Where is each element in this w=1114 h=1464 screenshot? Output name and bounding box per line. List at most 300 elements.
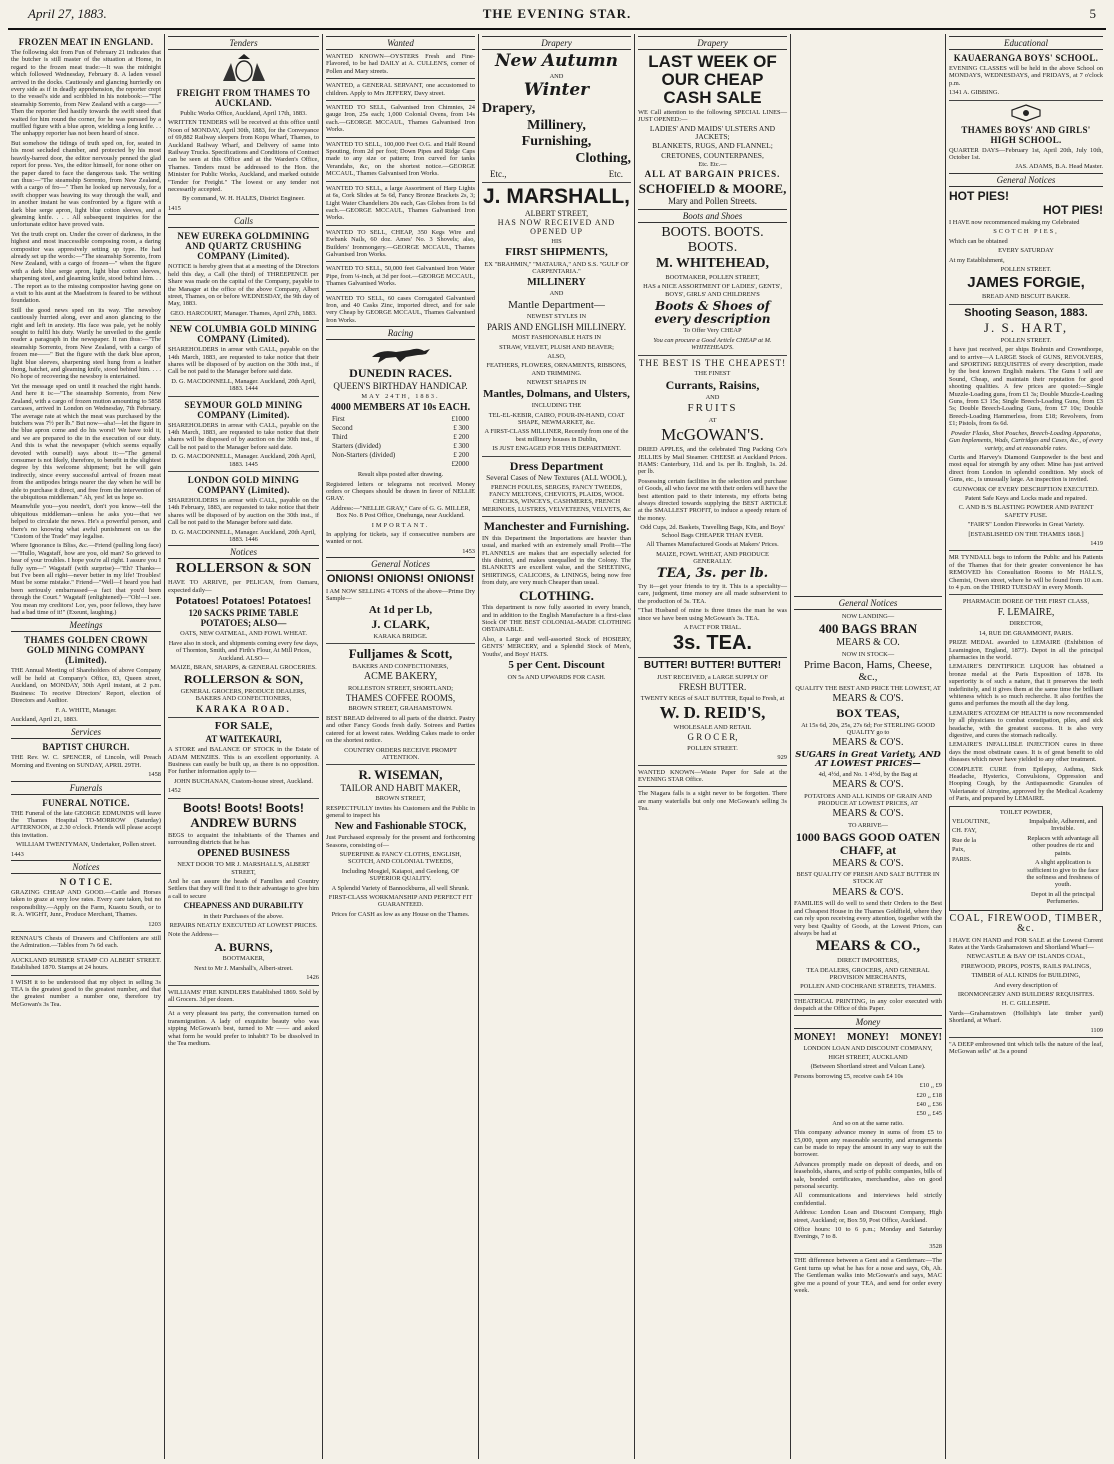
ad-body: NEXT DOOR TO MR J. MARSHALL'S, ALBERT STREET, bbox=[177, 861, 310, 876]
prize-row: First £1000 bbox=[332, 415, 469, 424]
race-important: IMPORTANT. bbox=[371, 521, 430, 529]
column-4 bbox=[479, 34, 634, 1459]
advertiser-name: ROLLERSON & SON bbox=[175, 561, 312, 577]
section-header-drapery: Drapery bbox=[482, 36, 631, 50]
advertiser-name: MEARS & CO'S. bbox=[832, 857, 904, 869]
divider bbox=[638, 657, 787, 658]
ad-body: DIRECTOR, bbox=[1009, 620, 1043, 628]
ad-feature: Boots & Shoes of every description bbox=[654, 299, 771, 326]
ad-body: Just Purchased expressly for the present and forthcoming Seasons, consisting of— bbox=[326, 834, 475, 849]
section-header-boots-and-shoes: Boots and Shoes bbox=[638, 209, 787, 223]
ad-body: LADIES' AND MAIDS' ULSTERS AND JACKETS; bbox=[649, 124, 776, 141]
sale-headline: FOR SALE, bbox=[214, 720, 273, 733]
funeral-signature: WILLIAM TWENTYMAN, Undertaker, Pollen street. bbox=[15, 841, 156, 849]
ad-number: 929 bbox=[777, 754, 787, 762]
ad-headline: Shooting Season, 1883. bbox=[964, 306, 1088, 319]
race-body: In applying for tickets, say if consecutive numbers are wanted or not. bbox=[326, 530, 475, 546]
section-header-funerals: Funerals bbox=[11, 781, 161, 795]
service-headline: BAPTIST CHURCH. bbox=[42, 742, 130, 753]
ad-body: All communications and interviews held strictly confidential. bbox=[794, 1192, 942, 1207]
call-signature: D. G. MACDONNELL, Manager. Auckland, 20th April, 1883. 1446 bbox=[171, 528, 316, 544]
ad-body: GENERAL GROCERS, PRODUCE DEALERS, BAKERS AND CONFECTIONERS, bbox=[180, 687, 307, 703]
ad-number: 1419 bbox=[1090, 539, 1103, 547]
ad-body: And he can assure the heads of Families and Country Settlers that they will find it to their advantage to give him a call to secure bbox=[168, 878, 319, 900]
ad-feature: 400 BAGS BRAN bbox=[818, 621, 918, 637]
ad-headline: TOILET POWDER, bbox=[999, 808, 1053, 816]
ad-body: ON 5s AND UPWARDS FOR CASH. bbox=[507, 673, 606, 681]
ad-feature: TAILOR AND HABIT MAKER, bbox=[340, 782, 461, 793]
ad-body: LEMAIRE'S INFALLIBLE INJECTION cures in three days the most obstinate cases. It is of great benefit to old diseases which never have yielded to any other treatment. bbox=[949, 741, 1103, 764]
call-headline: LONDON GOLD MINING COMPANY (Limited). bbox=[187, 475, 300, 495]
ad-body: BLANKETS, RUGS, AND FLANNEL; bbox=[652, 141, 773, 151]
ad-body: "That Husband of mine is three times the man he was since we have been using McGowan's 3s. TEA. bbox=[638, 607, 787, 622]
ad-body: LEMAIRE'S DENTIFRICE LIQUOR has obtained a bronze medal at the Paris Exposition of 1878. Its superiority is of such a nature, that it preserves the teeth indefinitely, and it gives them at the same time the brilliant whiteness which is so much recherche. It also fortifies the gums and perfumes the mouth all the day long. bbox=[949, 663, 1103, 708]
call-body: SHAREHOLDERS in arrear with CALL, payable on the 14th March, 1883, are requested to take notice that their shares will be disposed of by auction on the 30th inst., if Call be not paid to the Manager before said date. bbox=[168, 421, 319, 451]
ad-feature: NEWCASTLE & BAY OF ISLANDS COAL, bbox=[966, 953, 1086, 961]
section-header-calls: Calls bbox=[168, 214, 319, 228]
divider bbox=[949, 100, 1103, 101]
ad-feature: Millinery, bbox=[527, 117, 586, 133]
ad-body: This company advance money in sums of from £5 to £5,000, upon any reasonable security, and arrangements can be made to repay the amount in any way to suit the borrower. bbox=[794, 1129, 942, 1159]
race-body: Registered letters or telegrams not received. Money orders or Cheques should be drawn in favor of NELLIE GRAY. bbox=[326, 480, 475, 503]
section-header-educational: Educational bbox=[949, 36, 1103, 50]
advertiser-name: R. WISEMAN, bbox=[358, 767, 443, 783]
ad-body: Rue de la bbox=[952, 836, 977, 844]
ad-feature: TIMBER of ALL KINDS for BUILDING, bbox=[971, 972, 1081, 980]
ad-body: NOW LANDING— bbox=[841, 613, 895, 620]
ad-body: TEA DEALERS, GROCERS, AND GENERAL PROVISION MERCHANTS, bbox=[806, 966, 930, 981]
ad-feature: 1000 BAGS GOOD OATEN CHAFF, at bbox=[795, 830, 941, 857]
ad-body: INCLUDING THE bbox=[531, 402, 582, 410]
advertiser-name: JAMES FORGIE, bbox=[967, 274, 1085, 292]
ad-feature: FRUITS bbox=[687, 402, 738, 415]
section-header-general-notices: General Notices bbox=[794, 596, 942, 610]
column-1 bbox=[8, 34, 164, 1459]
ad-body: At 15s 6d, 20s, 25s, 27s 6d; For STERLING GOOD QUALITY go to bbox=[801, 721, 935, 736]
column-2 bbox=[165, 34, 322, 1459]
ad-body: NEWEST STYLES IN bbox=[526, 313, 587, 321]
money-label: MONEY! bbox=[900, 1031, 942, 1043]
ad-body: A FIRST-CLASS MILLINER, Recently from one of the best millinery houses in Dublin, bbox=[484, 428, 629, 443]
ad-body: TO ARRIVE— bbox=[848, 821, 888, 829]
ad-address: POLLEN AND COCHRANE STREETS, THAMES. bbox=[800, 983, 936, 991]
funeral-headline: FUNERAL NOTICE. bbox=[42, 797, 130, 808]
divider bbox=[326, 291, 475, 292]
ad-body: BEGS to acquaint the inhabitants of the Thames and surrounding districts that he has bbox=[168, 831, 319, 847]
advertiser-name: MEARS & CO'S. bbox=[832, 779, 904, 791]
ad-feature: IRONMONGERY AND BUILDERS' REQUISITES. bbox=[957, 990, 1095, 998]
ad-body: NOW IN STOCK— bbox=[841, 650, 895, 658]
divider bbox=[638, 765, 787, 766]
ad-feature: TEA, 3s. per lb. bbox=[656, 566, 769, 582]
wanted-ad: WANTED TO SELL, 100,000 Feet O.G. and Half Round Spouting, from 2d per foot; Down Pipes and Ridge Caps made to any size or pattern; Iron curved for tanks Verandahs, &c, on the shortest notice.—GEORGE MCCAUL, Thames Galvanised Iron Works. bbox=[326, 140, 475, 178]
ad-number: 1109 bbox=[1090, 1026, 1103, 1034]
ad-address: KARAKA BRIDGE. bbox=[373, 632, 428, 640]
ad-body: FEATHERS, FLOWERS, ORNAMENTS, RIBBONS, AND TRIMMING. bbox=[486, 362, 627, 377]
money-row bbox=[794, 1032, 942, 1043]
ad-body: NEWEST SHAPES IN bbox=[526, 379, 587, 387]
ad-body: Note the Address— bbox=[168, 931, 219, 939]
divider bbox=[326, 261, 475, 262]
veloutine-left bbox=[952, 818, 1023, 907]
divider bbox=[11, 953, 161, 954]
divider bbox=[482, 516, 631, 517]
advertiser-name: Fulljames & Scott, bbox=[348, 646, 453, 662]
advertiser-name: MEARS & CO., bbox=[815, 938, 921, 955]
notice-headline: N O T I C E. bbox=[59, 876, 113, 887]
ad-headline: HOT PIES! bbox=[1042, 203, 1103, 218]
racehorse-icon bbox=[366, 343, 436, 365]
ad-body: BROWN STREET, GRAHAMSTOWN. bbox=[348, 705, 453, 713]
ad-number: 1426 bbox=[306, 974, 319, 982]
ad-body: HIS bbox=[551, 238, 562, 246]
prize-total: £2000 bbox=[451, 460, 469, 469]
race-title: DUNEDIN RACES. bbox=[349, 366, 452, 381]
ad-body: Depot in all the principal Perfumeries. bbox=[1031, 890, 1095, 906]
ad-body: IN this Department the Importations are heavier than usual, and marked with an extremely small Profit—The FLANNELS are makes that are especially selected for this district, and makes unequalled in the Colony. The BLANKETS are excellent value, and the SHEETING, SHIRTINGS, CALICOES, & LININGS, being now free from duty, are very much Cheaper than usual. bbox=[482, 534, 631, 587]
divider bbox=[326, 137, 475, 138]
divider bbox=[168, 1006, 319, 1007]
ad-body: PRIZE MEDAL awarded to LEMAIRE (Exhibition of Leamington, England, 1877). Depot in all the principal pharmacies in the world. bbox=[949, 639, 1103, 661]
call-signature: D. G. MACDONNELL, Manager. Auckland, 20th April, 1883. 1444 bbox=[171, 377, 316, 393]
ad-body: [ESTABLISHED ON THE THAMES 1868.] bbox=[968, 530, 1084, 538]
ad-body: OATS, NEW OATMEAL, AND FOWL WHEAT. bbox=[180, 630, 307, 638]
ad-body: Patent Safe Keys and Locks made and repaired. bbox=[964, 494, 1088, 502]
ad-body: Address: London Loan and Discount Company, High street, Auckland; or, Box 59, Post Office, Auckland. bbox=[794, 1209, 942, 1224]
race-subtitle: QUEEN'S BIRTHDAY HANDICAP. bbox=[333, 380, 468, 391]
royal-arms-icon bbox=[219, 53, 269, 85]
ad-body: BOOTMAKER, POLLEN STREET, bbox=[665, 273, 760, 281]
divider bbox=[326, 100, 475, 101]
ad-body: HAS NOW RECEIVED AND OPENED UP bbox=[497, 218, 616, 236]
ad-body: I HAVE ON HAND and FOR SALE at the Lowest Current Rates at the Yards Grahamstown and Shortland Wharf— bbox=[949, 936, 1103, 951]
ad-body: Etc. Etc.— bbox=[698, 160, 727, 168]
school-signature: JAS. ADAMS, B.A. Head Master. bbox=[1015, 163, 1103, 171]
ad-body: WILLIAMS' FIRE KINDLERS Established 1869. Sold by all Grocers. 3d per dozen. bbox=[168, 988, 319, 1004]
ad-feature: Prime Bacon, Hams, Cheese, &c., bbox=[803, 658, 933, 683]
ad-feature: G R O C E R, bbox=[687, 732, 738, 743]
wanted-ad: WANTED, a GENERAL SERVANT, one accustomed to children. Apply to Mrs JEFFERY, Davy street. bbox=[326, 82, 475, 97]
ad-body: I AM NOW SELLING 4 TONS of the above—Prime Dry Sample— bbox=[326, 587, 475, 603]
ad-body: EX "BRAHMIN," "MATAURA," AND S.S. "GULF OF CARPENTARIA." bbox=[484, 261, 629, 276]
advertiser-name: MEARS & CO'S. bbox=[832, 886, 904, 898]
money-label: MONEY! bbox=[794, 1031, 836, 1043]
ad-body: QUALITY THE BEST AND PRICE THE LOWEST, AT bbox=[795, 685, 941, 693]
ad-body: You can procure a Good Article CHEAP at M. WHITEHEAD'S. bbox=[653, 336, 772, 352]
meeting-headline: THAMES GOLDEN CROWN GOLD MINING COMPANY (Limited). bbox=[24, 635, 148, 666]
call-headline: NEW EUREKA GOLDMINING AND QUARTZ CRUSHING COMPANY (Limited). bbox=[177, 231, 310, 262]
tender-signature: By command, W. H. HALES, District Engineer. bbox=[182, 195, 305, 203]
ad-feature: Dress Department bbox=[509, 458, 604, 473]
advertiser-name: M. WHITEHEAD, bbox=[656, 256, 769, 272]
ad-address: ALBERT STREET, bbox=[524, 208, 589, 218]
ad-headline: BUTTER! BUTTER! BUTTER! bbox=[643, 660, 782, 672]
ad-body: Powder Flasks, Shot Pouches, Breech-Loading Apparatus, Gun Implements, Wads, Cartridges and Cases, &c., of every variety, and at reasonable rates. bbox=[949, 429, 1104, 452]
race-members: 4000 MEMBERS AT 10s EACH. bbox=[330, 401, 471, 413]
ad-body: COUNTRY ORDERS RECEIVE PROMPT ATTENTION. bbox=[344, 746, 457, 761]
divider bbox=[326, 643, 475, 644]
funeral-body: THE Funeral of the late GEORGE EDMUNDS will leave the Thames Hospital TO-MORROW (Saturday) AFTERNOON, at 2.30 o'clock. Friends will please accept this invitation. bbox=[11, 809, 161, 839]
ad-feature: 120 SACKS PRIME TABLE POTATOES; ALSO— bbox=[188, 608, 299, 628]
ad-feature: ALL AT BARGAIN PRICES. bbox=[644, 169, 781, 180]
ad-feature: Potatoes! Potatoes! Potatoes! bbox=[175, 594, 312, 607]
ad-address: POLLEN STREET. bbox=[1000, 266, 1052, 274]
ad-headline: LAST WEEK OF OUR CHEAP CASH SALE bbox=[648, 52, 777, 107]
ad-body: JUST RECEIVED, a LARGE SUPPLY OF bbox=[657, 673, 768, 681]
ad-feature: Mantle Department— bbox=[508, 298, 605, 311]
prize-row: Starters (divided) £ 300 bbox=[332, 442, 469, 451]
ad-body: LEMAIRE'S ATOZEM OF HEALTH is now recommended by all physicians to combat constipation, piles, and sick headache, with the greatest success. It is also very digestive, and cures the stomach radically. bbox=[949, 709, 1103, 739]
ad-body: CRETONES, COUNTERPANES, bbox=[661, 150, 764, 160]
advertiser-name: H. C. GILLESPIE. bbox=[1001, 1000, 1051, 1008]
rate-line: £20 ,, £18 bbox=[916, 1091, 942, 1099]
ad-body: Yards—Grahamstown (Hollship's late timber yard) Shortland, at Wharf. bbox=[949, 1009, 1103, 1025]
ad-body: PARIS. bbox=[952, 855, 972, 863]
ad-number: 1443 bbox=[11, 850, 24, 858]
advertiser-name: F. LEMAIRE, bbox=[997, 606, 1055, 618]
ad-body: LONDON LOAN AND DISCOUNT COMPANY, bbox=[803, 1044, 933, 1052]
ad-body: THE difference between a Gent and a Gentleman:—The Gent turns up what he has for a nose and says, Oh, Ah. The Gentleman walks into McGowan's and says, MAC give me a pound of your TEA, and send for order every week. bbox=[794, 1257, 942, 1294]
ad-body: "FAIR'S" London Fireworks in Great Variety. bbox=[967, 521, 1085, 529]
call-headline: NEW COLUMBIA GOLD MINING COMPANY (Limited). bbox=[169, 324, 318, 345]
ad-number: 3528 bbox=[929, 1242, 942, 1250]
ad-address: (Between Shortland street and Vulcan Lane). bbox=[810, 1063, 926, 1071]
ad-body: And every description of bbox=[994, 981, 1058, 989]
veloutine-box bbox=[949, 806, 1103, 911]
wanted-ad: WANTED TO SELL, 50,000 feet Galvanised Iron Water Pipe, from ¼-inch, at 3d per foot.—GEORGE MCCAUL, Thames Galvanised Works. bbox=[326, 265, 475, 288]
ad-body: CH. FAY, bbox=[952, 827, 977, 835]
school-signature: 1341 A. GIBBING. bbox=[949, 89, 1000, 97]
ad-body: DIRECT IMPORTERS, bbox=[837, 957, 899, 965]
ad-feature: FIREWOOD, PROPS, POSTS, RAILS PALINGS, bbox=[960, 962, 1092, 970]
article-paragraph: Yet the truth crept on. Under the cover of darkness, in the highest and most inaccessible composing room, a daring compositor was appresively setting up type. He had already set up the words:—"The steamship Sorrento, from New Zealand, with a cargo of frozen—" when the figure with a dark blue serge apron, light blue cotton sleeves, sharpening steel, and gleaming knife, stood behind him. . . . The report as to the missing compositor having gone on a visit to his aunt at the Maelstrom is feared to be without foundation. bbox=[11, 230, 161, 305]
ad-body: I have just received, per ships Brahmin and Crownthorpe, and to arrive—A LARGE Stock of GUNS, REVOLVERS, and SPORTING REQUISITES of every description, made by the best known English makers. The Guns I sell are Sound, Cheap, and maintain their reputation for good shooting qualities. A few prices are quoted:—Single Muzzle-Loading guns, from £1 3s; Double Muzzle-Loading Guns, from £3 15s; Single Breech-Loading Guns, from £3 5s; Double Breech-Loading Guns, from £7 10s; Double Breech-Loading Hammerless, from £18; Revolvers, from £1; Pistols, from 6s 6d. bbox=[949, 346, 1103, 428]
advertiser-name: A. BURNS, bbox=[214, 939, 273, 954]
ad-body: BREAD AND BISCUIT BAKER. bbox=[982, 293, 1070, 301]
service-body: THE Rev. W. C. SPENCER, of Lincoln, will Preach Morning and Evening on SUNDAY, APRIL 29TH. bbox=[11, 754, 161, 769]
section-header-notices: Notices bbox=[168, 545, 319, 559]
ad-body: Possessing certain facilities in the selection and purchase of Goods, all who favor me with their orders will have the best attention paid to their interests, my efforts being always directed towards supplying the BEST ARTICLE at the SMALLEST PROFIT, to induce a speedy return of the money. bbox=[638, 477, 787, 522]
ad-feature: SCOTCH PIES, bbox=[993, 228, 1059, 236]
ad-feature: Mantles, Dolmans, and Ulsters, bbox=[483, 387, 630, 400]
section-header-notices: Notices bbox=[11, 860, 161, 874]
prize-table bbox=[332, 415, 469, 469]
divider bbox=[326, 225, 475, 226]
ad-body: Try it—get your friends to try it. This is a speciality—care, judgment, time money are all made subservient to the production of 3s. TEA. bbox=[638, 582, 787, 605]
wanted-ad: WANTED TO SELL, CHEAP, 350 Kegs Wire and Ewbank Nails, 60 doz. Ames' No. 3 Shovels; also, Builders' Ironmongery.—GEORGE MCCAUL, Thames Galvanised Iron Works. bbox=[326, 228, 475, 258]
ad-feature: FIRST SHIPMENTS, bbox=[505, 246, 608, 259]
ad-feature: Manchester and Furnishing. bbox=[483, 519, 630, 534]
section-header-tenders: Tenders bbox=[168, 36, 319, 50]
ad-feature: BOX TEAS, bbox=[836, 705, 900, 720]
divider bbox=[326, 764, 475, 765]
ad-feature: FRESH BUTTER. bbox=[678, 682, 747, 693]
school-headline: KAUAERANGA BOYS' SCHOOL. bbox=[953, 53, 1099, 63]
divider bbox=[168, 717, 319, 718]
ad-body: HAVE TO ARRIVE, per PELICAN, from Oamaru, expected daily— bbox=[168, 579, 319, 594]
advertiser-name: MEARS & CO'S. bbox=[832, 693, 904, 705]
article-paragraph: Still the good news sped on its way. The newsboy cautiously hurried along, ever and anon glancing to the right and left in anxiety. His face was pale, yet he nobly sought to fulfil his duty. Warily he unveiled to the gentle reader a paragraph in the newspaper. It ran thus:—"The steamship Sorrento, from New Zealand, with a cargo of frozen me——" But the figure with the dark blue apron, light blue sleeves, sharpening steel hung from a leather thong, hatchet, and gleaming knife, stood behind him. . . . No hope of recovering the newsboy is entertained. bbox=[11, 306, 161, 381]
ad-body: Including Mosgiel, Kaiapoi, and Geelong, OF SUPERIOR QUALITY. bbox=[341, 867, 460, 883]
article-paragraph: The following skit from Fun of February 21 indicates that the butcher is still master of the situation at Home, in regard to the frozen meat trade:—It was the midnight which followed Wednesday, February 8. A laden vessel arrived in the docks. Cautiously and glancing hurriedly on every side as if in deadly apprehension, the reporter crept to the vessel's side and scribbled in his notebook:—"The steamship Sorrento, from New Zealand with a cargo——" Then the reporter fled hastily towards the swift steed that waited for him round the corner, for he was pursued by a muffled figure with a blue apron, wielding a long knife. . . The unhappy reporter has not been heard of since. bbox=[11, 49, 161, 138]
ad-number: 1458 bbox=[148, 771, 161, 779]
article-paragraph: Meanwhile you—you needn't, don't you know—tell the ubiquitous middleman—unless he asks you—that we helped to circulate the news. He's a powerful person, and there's no knowing what awful punishment on us the "Custom of the Trade" may legalise. bbox=[11, 503, 161, 540]
meeting-date: Auckland, April 21, 1883. bbox=[11, 715, 78, 723]
ad-address: HIGH STREET, AUCKLAND bbox=[828, 1053, 908, 1061]
ad-body: Office hours: 10 to 6 p.m.; Monday and Saturday Evenings, 7 to 8. bbox=[794, 1226, 942, 1241]
ad-address: KARAKA ROAD. bbox=[196, 703, 291, 714]
veloutine-row bbox=[952, 818, 1100, 907]
advertiser-name: J. CLARK, bbox=[371, 617, 430, 632]
ad-price: At 1d per Lb, bbox=[368, 603, 433, 616]
ad-body: To Offer Very CHEAP bbox=[683, 327, 742, 335]
ad-body: AND bbox=[705, 394, 720, 402]
ad-feature: 5 per Cent. Discount bbox=[508, 659, 605, 672]
etc-label: Etc. bbox=[608, 168, 623, 179]
divider bbox=[168, 985, 319, 986]
ad-headline: COAL, FIREWOOD, TIMBER, &c. bbox=[949, 912, 1103, 935]
ad-body: BOOTMAKER, bbox=[222, 955, 265, 963]
ad-body: Several Cases of New Textures (ALL WOOL), bbox=[486, 473, 627, 483]
ad-body: MOST FASHIONABLE HATS IN bbox=[511, 334, 602, 342]
call-body: SHAREHOLDERS in arrear with CALL, payable on the 14th February, 1883, are requested to take notice that their shares will be disposed of by auction on the 30th inst., if Call be not paid to the Manager before said date. bbox=[168, 497, 319, 527]
section-header-meetings: Meetings bbox=[11, 618, 161, 632]
divider bbox=[482, 182, 631, 183]
school-crest-icon bbox=[1006, 104, 1046, 122]
ad-body: Also, a Large and well-assorted Stock of HOSIERY, GENTS' MERCERY, and a Splendid Stock of Men's, Youths', and Boys' HATS. bbox=[482, 635, 631, 658]
divider bbox=[482, 456, 631, 457]
meeting-body: THE Annual Meeting of Shareholders of above Company will be held at Company's Office, 83, Queen street, Auckland, on MONDAY, 30th April instant, at 2 p.m. Business: To receive Directors' Report, election of Directors and Auditor. bbox=[11, 667, 161, 705]
ad-feature: CLOTHING. bbox=[519, 587, 594, 603]
ad-body: AND bbox=[549, 72, 564, 80]
ad-body: Have also in stock, and shipments coming every few days, of Thornton, Smith, and Firth's Flour, At Mill Prices, Auckland. ALSO— bbox=[168, 639, 319, 662]
race-date: MAY 24TH, 1883. bbox=[361, 393, 440, 401]
ad-body: Odd Cups, 2d. Baskets, Travelling Bags, Kits, and Boys' School Bags CHEAPER THAN EVER. bbox=[640, 524, 785, 539]
section-header-money: Money bbox=[794, 1015, 942, 1029]
article-paragraph: Where Ignorance is Bliss, &c.—Friend (pulling long face)—"Hullo, Wagstaff, how are you, old man? So grieved to hear of your troubles. I hope you're all right. I assure you I fully sym—" Wagstaff (with surprise)—"Eh? Thanks—but I've been all right—never better in my life! Troubles! Must be some mistake." Friend—"Well—I heard you had been seriously embarrassed—a fact that you'd been through the Court." Wagstaff (enlightened)—"Oh!—I see. You mean my creditors! Lor, yes, poor fellows, they have had a bad time of it!" (Exeunt, laughing.) bbox=[11, 542, 161, 617]
ad-body: THEATRICAL PRINTING, in any color executed with despatch at the Office of this Paper. bbox=[794, 997, 942, 1013]
ad-body: A FACT FOR TRIAL. bbox=[683, 623, 742, 631]
ad-headline: HOT PIES! bbox=[949, 188, 1010, 203]
call-signature: GEO. HARCOURT, Manager. Thames, April 27th, 1883. bbox=[170, 309, 317, 317]
ad-feature: MILLINERY bbox=[527, 276, 586, 288]
ad-number: 1452 bbox=[168, 787, 181, 795]
ad-headline: PHARMACIE DOREE OF THE FIRST CLASS, bbox=[962, 598, 1090, 606]
ad-body: WE Call attention to the following SPECIAL LINES—JUST OPENED:— bbox=[638, 108, 787, 123]
ad-body: Impalpable, Adherent, and Invisible. bbox=[1029, 818, 1097, 833]
ad-body: Prices for CASH as low as any House on the Thames. bbox=[331, 910, 470, 918]
ad-body: POTATOES AND ALL KINDS OF GRAIN AND PRODUCE AT LOWEST PRICES, AT bbox=[804, 792, 932, 808]
ad-body: DRIED APPLES, and the celebrated Ting Packing Co's JELLIES by Mail Steamer. CHEESE at Auckland Prices. HAMS: Canterbury, 11d. and 1s. per lb. English, 1s. 2d. per lb. bbox=[638, 446, 787, 476]
column-5 bbox=[635, 34, 790, 1459]
wanted-ad: WANTED TO SELL, Galvanised Iron Chimnies, 24 gauge Iron, 25s each; 1,000 Colonial Ovens, from 14s each.—GEORGE MCCAUL, Thames Galvanised Iron Works. bbox=[326, 104, 475, 134]
ad-address: Next to Mr J. Marshall's, Albert-street. bbox=[194, 964, 293, 972]
advertiser-name: J. S. HART, bbox=[983, 320, 1069, 336]
ad-body: MAIZE, BRAN, SHARPS, & GENERAL GROCERIES. bbox=[170, 663, 317, 671]
divider bbox=[11, 931, 161, 932]
ad-body: The Niagara falls is a sight never to be forgotten. There are many waterfalls but only one McGowan's selling 3s Tea. bbox=[638, 790, 787, 813]
notice-body: GRAZING CHEAP AND GOOD.—Cattle and Horses taken to graze at very low rates. Every care taken, but no responsibility.—Apply on the Farm, Kuaotu South, or to R. A. WIGHT, Junr., Produce Merchant, Thames. bbox=[11, 888, 161, 919]
ad-body: RESPECTFULLY invites his Customers and the Public in general to inspect his bbox=[326, 804, 475, 820]
advertiser-name: McGOWAN'S. bbox=[661, 425, 764, 445]
onions-headline: ONIONS! ONIONS! ONIONS! bbox=[326, 573, 475, 586]
ad-feature: Drapery, bbox=[482, 101, 536, 117]
rate-line: £40 ,, £36 bbox=[916, 1100, 942, 1108]
ad-address: 14, RUE DE GRAMMONT, PARIS. bbox=[979, 629, 1073, 637]
boots-headline: Boots! Boots! Boots! bbox=[183, 800, 304, 815]
school-body: QUARTER DAYS—February 1st, April 20th, July 10th, October 1st. bbox=[949, 146, 1103, 162]
ad-feature: PARIS AND ENGLISH MILLINERY. bbox=[486, 321, 627, 332]
ad-body: WANTED KNOWN—Waste Paper for Sale at the EVENING STAR Office. bbox=[638, 768, 787, 784]
advertiser-name: ANDREW BURNS bbox=[190, 815, 297, 831]
ad-body: REPAIRS NEATLY EXECUTED AT LOWEST PRICES. bbox=[169, 922, 318, 930]
ad-body: AND bbox=[549, 290, 564, 298]
ad-body: A slight application is sufficient to give to the face the softness and freshness of youth. bbox=[1026, 859, 1100, 889]
article-headline: FROZEN MEAT IN ENGLAND. bbox=[18, 37, 154, 47]
ad-body: BEST BREAD delivered to all parts of the district. Pastry and other Fancy Goods fresh daily. Soirees and Parties catered for at lowest rates. Wedding Cakes made to order on the shortest notice. bbox=[326, 714, 475, 745]
divider bbox=[794, 994, 942, 995]
ad-address: POLLEN STREET. bbox=[687, 744, 738, 752]
ad-body: All Thames Manufactured Goods at Makers' Prices. bbox=[646, 541, 779, 549]
call-headline: SEYMOUR GOLD MINING COMPANY (Limited). bbox=[184, 399, 303, 420]
column-3 bbox=[323, 34, 478, 1459]
advertiser-name: ROLLERSON & SON, bbox=[183, 672, 304, 687]
ad-feature: THAMES COFFEE ROOMS, bbox=[345, 693, 456, 704]
ad-headline: New Autumn bbox=[494, 51, 619, 71]
divider bbox=[326, 78, 475, 79]
ad-headline: Winter bbox=[523, 80, 590, 101]
advertiser-name: SCHOFIELD & MOORE, bbox=[638, 180, 787, 196]
meeting-signature: F. A. WHITE, Manager. bbox=[55, 706, 117, 714]
masthead bbox=[8, 2, 1106, 30]
sale-signature: JOHN BUCHANAN, Custom-house street, Auckland. bbox=[174, 777, 313, 785]
ad-address: Mary and Pollen Streets. bbox=[668, 196, 757, 207]
ad-feature: 3s. TEA. bbox=[673, 632, 752, 655]
ad-feature: Furnishing, bbox=[521, 134, 592, 150]
school-body: EVENING CLASSES will be held in the above School on MONDAYS, WEDNESDAYS, and FRIDAYS, at 7 o'clock p.m. bbox=[949, 65, 1103, 87]
call-body: SHAREHOLDERS in arrear with CALL, payable on the 14th March, 1883, are requested to take notice that their shares will be disposed of by auction on the 30th inst., if Call be not paid to the Manager before said date. bbox=[168, 346, 319, 376]
advertiser-name: MEARS & CO'S. bbox=[832, 808, 904, 820]
ad-address: BROWN STREET, bbox=[375, 795, 426, 803]
divider bbox=[168, 798, 319, 799]
tender-body: WRITTEN TENDERS will be received at this office until Noon of MONDAY, April 30th, 1883, for the Conveyance of 69,882 Railway sleepers from Kopu Wharf, Thames, to Auckland Railway Wharf, and Delivery of same into Railway Trucks. Specifications and Conditions of Contract can be seen at this Office and at the Warden's Office, Thames. Tenders must be addressed to the Hon. the Minister for Public Works, Auckland, and marked outside "Tender for Freight." The lowest or any tender not necessarily accepted. bbox=[168, 119, 319, 194]
ad-body: EVERY SATURDAY bbox=[998, 247, 1054, 255]
ad-feature: SUGARS in Great Variety, AND AT LOWEST PRICES— bbox=[795, 749, 941, 769]
notice-body: I WISH it to be understood that my object in selling 3s TEA is the greatest good to the greatest number, and that the greatest number a number one, therefore try McGowan's 3s Tea. bbox=[11, 978, 161, 1008]
ad-body: BEST QUALITY OF FRESH AND SALT BUTTER IN STOCK AT bbox=[796, 871, 940, 886]
ad-body: MAIZE, FOWL WHEAT, AND PRODUCE GENERALLY. bbox=[656, 550, 769, 565]
ad-body: FAMILIES will do well to send their Orders to the Best and Cheapest House in the Thames Goldfield, where they can rely upon receiving every attention, together with the very best Quality of Goods, at the Lowest Prices, can always be had at bbox=[794, 900, 942, 937]
ad-body: FRENCH FOULES, SERGES, FANCY TWEEDS, FANCY MELTONS, CHEVIOTS, PLAIDS, WOOL CHECKS, WINCEYS, CASHMERES, FRENCH MERINOES, LUSTRES, VELVETEENS, VELVETS, &c bbox=[482, 483, 631, 513]
advertiser-name: MEARS & CO. bbox=[836, 637, 900, 649]
veloutine-right bbox=[1026, 818, 1100, 907]
ad-body: This department is now fully assorted in every branch, and in addition to the English Manufacture is a first-class Stock OF THE BEST COLONIAL-MADE CLOTHING OBTAINABLE. bbox=[482, 604, 631, 634]
ad-feature: OPENED BUSINESS bbox=[197, 847, 290, 859]
divider bbox=[794, 1253, 942, 1254]
ad-body: HAS a NICE ASSORTMENT OF LADIES', GENTS', BOYS', GIRLS' AND CHILDREN'S bbox=[643, 283, 782, 298]
divider bbox=[168, 320, 319, 321]
ad-body: in their Purchases of the above. bbox=[203, 912, 284, 920]
divider bbox=[168, 471, 319, 472]
ad-feature: Clothing, bbox=[575, 151, 631, 167]
school-headline: THAMES BOYS' AND GIRLS' HIGH SCHOOL. bbox=[961, 124, 1091, 145]
ad-body: A Splendid Variety of Bannockburns, all well Shrunk. bbox=[331, 884, 470, 892]
notice-body: AUCKLAND RUBBER STAMP CO ALBERT STREET. Established 1870. Stamps at 24 hours. bbox=[11, 956, 161, 972]
etc-label: Etc., bbox=[490, 168, 507, 179]
section-header-services: Services bbox=[11, 725, 161, 739]
ad-body: I HAVE now recommenced making my Celebrated bbox=[949, 219, 1080, 227]
ad-number: 1453 bbox=[462, 547, 475, 555]
